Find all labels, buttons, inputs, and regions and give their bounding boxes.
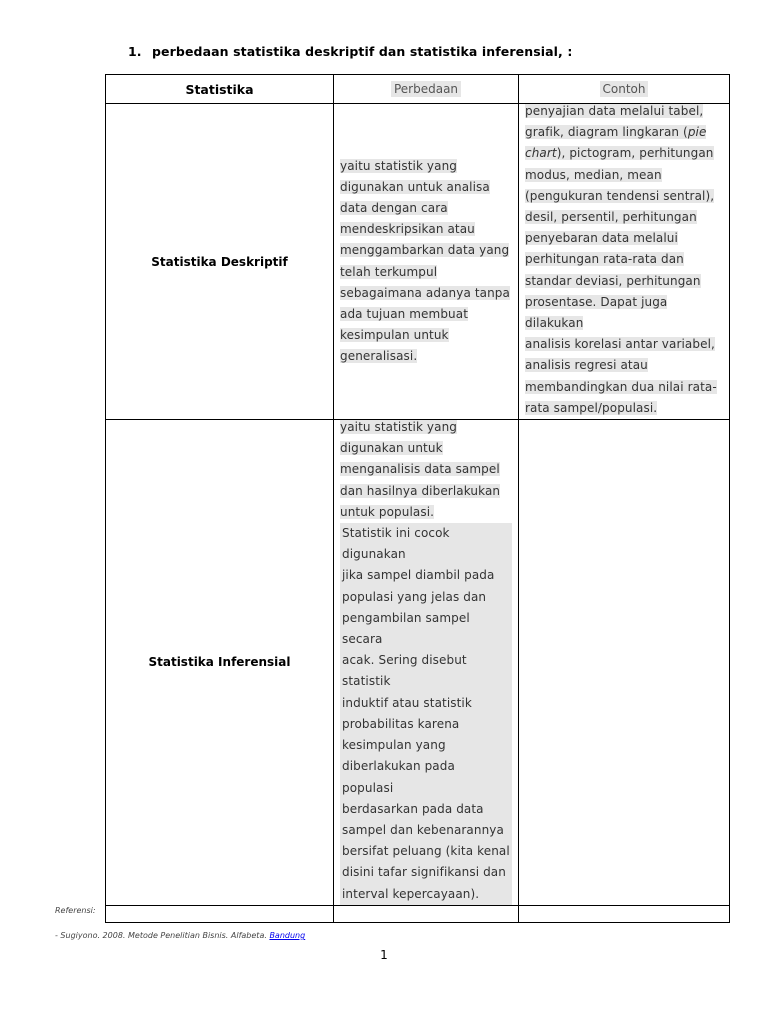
page-number: 1 <box>380 948 388 962</box>
reference-item <box>55 931 305 940</box>
table-row <box>106 905 730 922</box>
perbedaan-inferensial-block: Statistik ini cocok digunakan jika sampel diambil pada populasi yang jelas dan pengambilan sampel secara acak. Sering disebut statistik induktif atau statistik probabilitas karena kesimpulan yang diberlakukan pada populasi berdasarkan pada data sampel dan kebenarannya bersifat peluang (kita kenal disini tafar signifikansi dan interval kepercayaan). <box>340 523 512 905</box>
contoh-deskriptif-cell <box>519 104 730 420</box>
empty-cell <box>334 905 519 922</box>
perbedaan-deskriptif-text: yaitu statistik yang digunakan untuk analisa data dengan cara mendeskripsikan atau menggambarkan data yang telah terkumpul sebagaimana adanya tanpa ada tujuan membuat kesimpulan untuk generalisasi. <box>340 158 510 364</box>
table-header-row <box>106 75 730 104</box>
perbedaan-deskriptif-cell <box>334 104 519 420</box>
table-row <box>106 420 730 906</box>
header-perbedaan: Perbedaan <box>334 75 519 104</box>
reference-text: - Sugiyono. 2008. Metode Penelitian Bisnis. Alfabeta. <box>55 931 270 940</box>
row-label-deskriptif: Statistika Deskriptif <box>106 104 334 420</box>
question-text: perbedaan statistika deskriptif dan statistika inferensial, : <box>152 44 573 59</box>
contoh-inferensial-cell <box>519 420 730 906</box>
perbedaan-inferensial-text: yaitu statistik yang digunakan untuk menganalisis data sampel dan hasilnya diberlakukan untuk populasi. <box>340 420 501 519</box>
empty-cell <box>106 905 334 922</box>
empty-cell <box>519 905 730 922</box>
header-statistika: Statistika <box>106 75 334 104</box>
contoh-deskriptif-text: penyajian data melalui tabel, grafik, diagram lingkaran (pie chart), pictogram, perhitungan modus, median, mean (pengukuran tendensi sentral), desil, persentil, perhitungan penyebaran data melalui perhitungan rata-rata dan standar deviasi, perhitungan prosentase. Dapat juga dilakukan analisis korelasi antar variabel, analisis regresi atau membandingkan dua nilai rata- rata sampel/populasi. <box>525 104 717 415</box>
header-contoh: Contoh <box>519 75 730 104</box>
table-row <box>106 104 730 420</box>
references-label: Referensi: <box>55 906 96 915</box>
question-number: 1. <box>128 44 142 59</box>
question-heading <box>128 44 572 59</box>
reference-link-bandung[interactable]: Bandung <box>269 931 306 940</box>
comparison-table <box>105 74 730 923</box>
perbedaan-inferensial-cell <box>334 420 519 906</box>
row-label-inferensial: Statistika Inferensial <box>106 420 334 906</box>
